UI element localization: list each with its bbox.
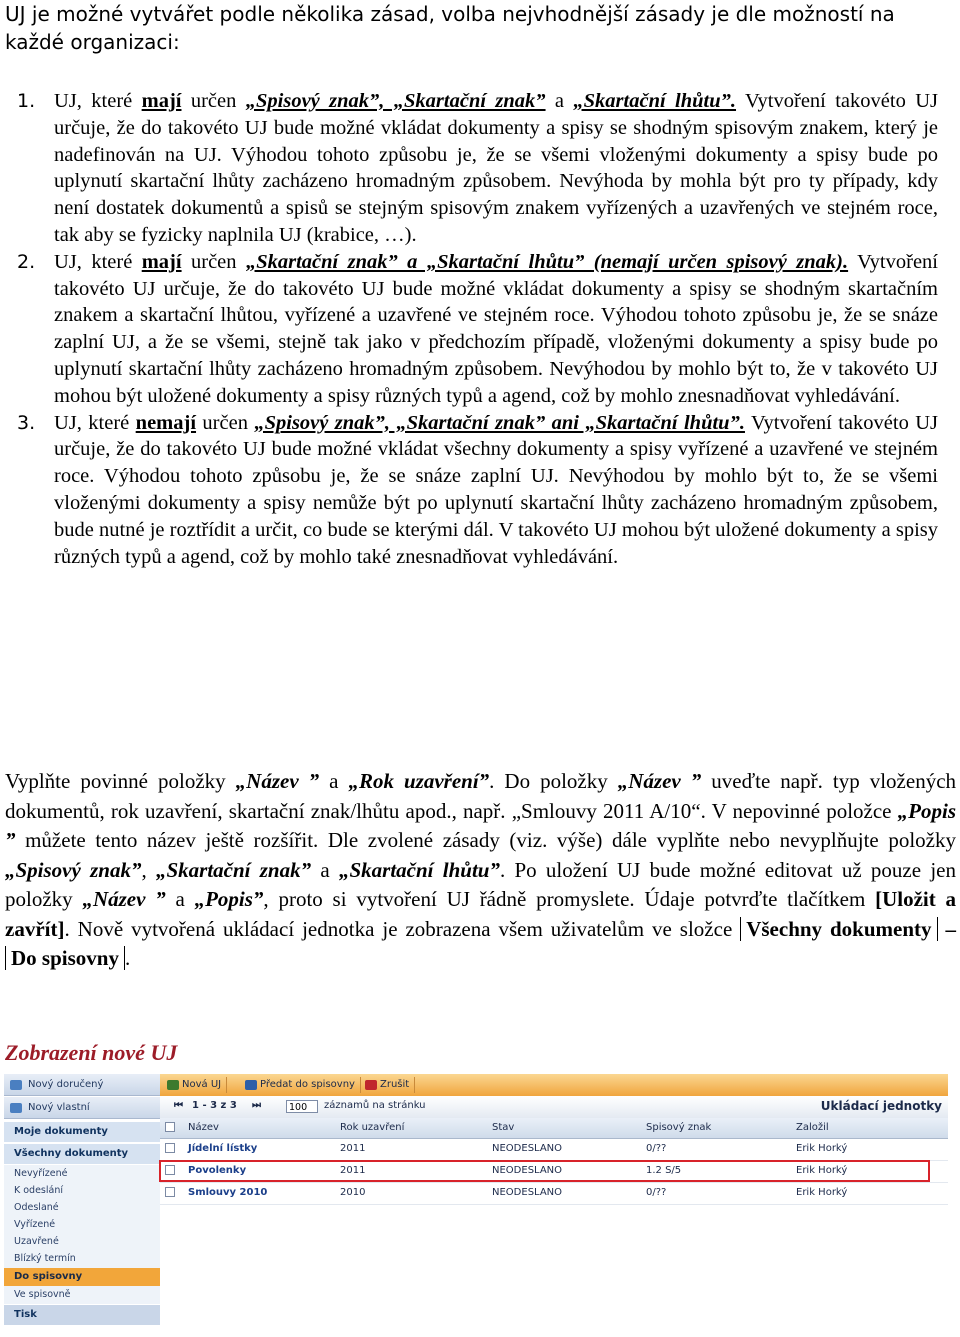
field-popis: „Popis ” xyxy=(5,798,956,852)
field-nazev: „Název ” xyxy=(82,887,166,911)
sidebar-item-nevyrizene[interactable]: Nevyřízené xyxy=(4,1165,160,1183)
field-nazev: „Název ” xyxy=(617,769,702,793)
column-header[interactable]: Stav xyxy=(492,1122,515,1133)
rule-item-2: 2. UJ, které mají určen „Skartační znak” a „Skartační lhůtu” (nemají určen spisový znak). Vytvoření takovéto UJ určuje, že do takovéto UJ bude možné vkládat dokumenty a spisy se shodným skartačním znakem a skartační lhůtou, vyřízené a uzavřené ve stejném roce. Výhodou tohoto způsobu je, že se snáze zaplní UJ, a že se všemi, stejně tak jako v předchozím případě, vloženými dokumenty a spisy bude po uplynutí skartační lhůty zacházeno hromadným způsobem. Nevýhodou by mohlo být to, že v takovéto UJ mohou být uložené dokumenty a spisy různých typů a agend, což by mohlo znesnadňovat vyhledávání. xyxy=(17,250,938,407)
column-header[interactable]: Rok uzavření xyxy=(340,1122,405,1133)
row-checkbox[interactable] xyxy=(165,1187,175,1197)
sidebar-item-k-odeslani[interactable]: K odeslání xyxy=(4,1182,160,1200)
cancel-button[interactable]: Zrušit xyxy=(362,1077,415,1093)
field-rok: „Rok uzavření” xyxy=(348,769,490,793)
row-checkbox[interactable] xyxy=(165,1143,175,1153)
rule-number: 2. xyxy=(17,250,36,273)
last-page-icon[interactable]: ⏭ xyxy=(252,1100,261,1111)
transfer-to-archive-button[interactable]: Předat do spisovny xyxy=(242,1077,361,1093)
sidebar-item-odeslane[interactable]: Odeslané xyxy=(4,1199,160,1217)
per-page-select[interactable]: 100 xyxy=(286,1100,318,1113)
field-popis: „Popis” xyxy=(194,887,264,911)
per-page-label: záznamů na stránku xyxy=(324,1100,426,1111)
field-skartacni-lhuta: „Skartační lhůtu” xyxy=(338,857,500,882)
sidebar-item-ve-spisovne[interactable]: Ve spisovně xyxy=(4,1286,160,1304)
rule-number: 3. xyxy=(17,411,36,434)
intro-text: UJ je možné vytvářet podle několika zásad, volba nejvhodnější zásady je dle možností na každé organizaci: xyxy=(5,2,895,54)
sidebar-item-blizky-termin[interactable]: Blízký termín xyxy=(4,1250,160,1268)
column-header[interactable]: Název xyxy=(188,1122,219,1133)
table-header xyxy=(160,1118,948,1139)
pager xyxy=(160,1096,948,1119)
new-uj-button[interactable]: Nová UJ xyxy=(164,1077,227,1093)
highlight-frame xyxy=(159,1160,930,1182)
sidebar xyxy=(4,1074,160,1328)
transfer-icon xyxy=(245,1080,257,1090)
column-header[interactable]: Spisový znak xyxy=(646,1122,712,1133)
sidebar-new-received[interactable]: Nový doručený xyxy=(4,1074,160,1096)
rule-item-1: 1. UJ, které mají určen „Spisový znak”, „Skartační znak” a „Skartační lhůtu”. Vytvoření takovéto UJ určuje, že do takovéto UJ bude možné vkládat dokumenty a spisy se shodným spisovým znakem, který je nadefinován na UJ. Výhodou tohoto způsobu je, že se všemi vloženými dokumenty a spisy bude po uplynutí skartační lhůty zacházeno hromadným způsobem. Nevýhoda by mohla být pro ty případy, kdy není dostatek dokumentů a spisů se stejným spisovým znakem vyřízených a uzavřených ve stejném roce, tak aby se fyzicky naplnila UJ (krabice, …). xyxy=(17,90,938,246)
field-spisovy-znak: „Spisový znak” xyxy=(5,857,142,882)
page-range: 1 - 3 z 3 xyxy=(192,1100,237,1111)
sidebar-new-own[interactable]: Nový vlastní xyxy=(4,1097,160,1119)
app-screenshot xyxy=(4,1074,948,1328)
sidebar-item-vsechny-dokumenty[interactable]: Všechny dokumenty xyxy=(4,1144,160,1164)
sidebar-item-uzavrene[interactable]: Uzavřené xyxy=(4,1233,160,1251)
folder-path-all: Všechny dokumenty xyxy=(740,917,937,941)
close-icon xyxy=(365,1080,377,1090)
table-row[interactable]: Smlouvy 2010 2010 NEODESLANO 0/?? Erik Horký xyxy=(160,1182,948,1205)
grid-title: Ukládací jednotky xyxy=(820,1099,942,1113)
new-document-icon xyxy=(10,1103,22,1113)
new-document-icon xyxy=(10,1080,22,1090)
first-page-icon[interactable]: ⏮ xyxy=(174,1100,183,1111)
sidebar-item-tisk[interactable]: Tisk xyxy=(4,1305,160,1325)
select-all-checkbox[interactable] xyxy=(165,1122,175,1132)
folder-path-archive: Do spisovny xyxy=(5,946,125,970)
rule-number: 1. xyxy=(17,90,36,112)
sidebar-item-moje-dokumenty[interactable]: Moje dokumenty xyxy=(4,1122,160,1142)
table-row[interactable]: Povolenky 2011 NEODESLANO 1.2 S/5 Erik Horký xyxy=(160,1160,948,1183)
rules-list xyxy=(5,88,938,570)
section-heading: Zobrazení nové UJ xyxy=(5,1040,178,1065)
add-icon xyxy=(167,1080,179,1090)
column-header[interactable]: Založil xyxy=(796,1122,829,1133)
instructions-paragraph: Vyplňte povinné položky „Název ” a „Rok uzavření”. Do položky „Název ” uveďte např. typ vložených dokumentů, rok uzavření, skartační znak/lhůtu apod., např. „Smlouvy 2011 A/10“. V nepovinné položce „Popis ” můžete tento název ještě rozšířit. Dle zvolené zásady (viz. výše) dále vyplňte nebo nevyplňujte položky „Spisový znak”, „Skartační znak” a „Skartační lhůtu”. Po uložení UJ bude možné editovat už pouze jen položky „Název ” a „Popis”, proto si vytvoření UJ řádně promyslete. Údaje potvrďte tlačítkem [Uložit a zavřít]. Nově vytvořená ukládací jednotka je zobrazena všem uživatelům ve složce Všechny dokumenty – Do spisovny . xyxy=(5,769,957,970)
sidebar-item-vyrizene[interactable]: Vyřízené xyxy=(4,1216,160,1234)
table-row[interactable]: Jídelní lístky 2011 NEODESLANO 0/?? Erik Horký xyxy=(160,1138,948,1161)
field-skartacni-znak: „Skartační znak” xyxy=(155,857,312,882)
toolbar xyxy=(160,1074,948,1097)
save-close-reference: [Uložit a zavřít] xyxy=(5,887,957,941)
rule-item-3: 3. UJ, které nemají určen „Spisový znak”, „Skartační znak” ani „Skartační lhůtu”. Vytvoření takovéto UJ určuje, že do takovéto UJ bude možné vkládat všechny dokumenty a spisy vyřízené a uzavřené ve stejném roce. Výhodou tohoto způsobu je, že se snáze zaplní UJ. Nevýhodou by mohlo být to, že se všemi vloženými dokumenty a spisy nemůže být po uplynutí skartační lhůty zacházeno hromadným způsobem, bude nutné je roztřídit a určit, co bude se kterými dál. V takovéto UJ mohou být uložené dokumenty a spisy různých typů a agend, což by mohlo také znesnadňovat vyhledávání. xyxy=(17,411,938,568)
field-nazev: „Název ” xyxy=(235,769,320,793)
sidebar-item-do-spisovny[interactable]: Do spisovny xyxy=(4,1268,160,1286)
